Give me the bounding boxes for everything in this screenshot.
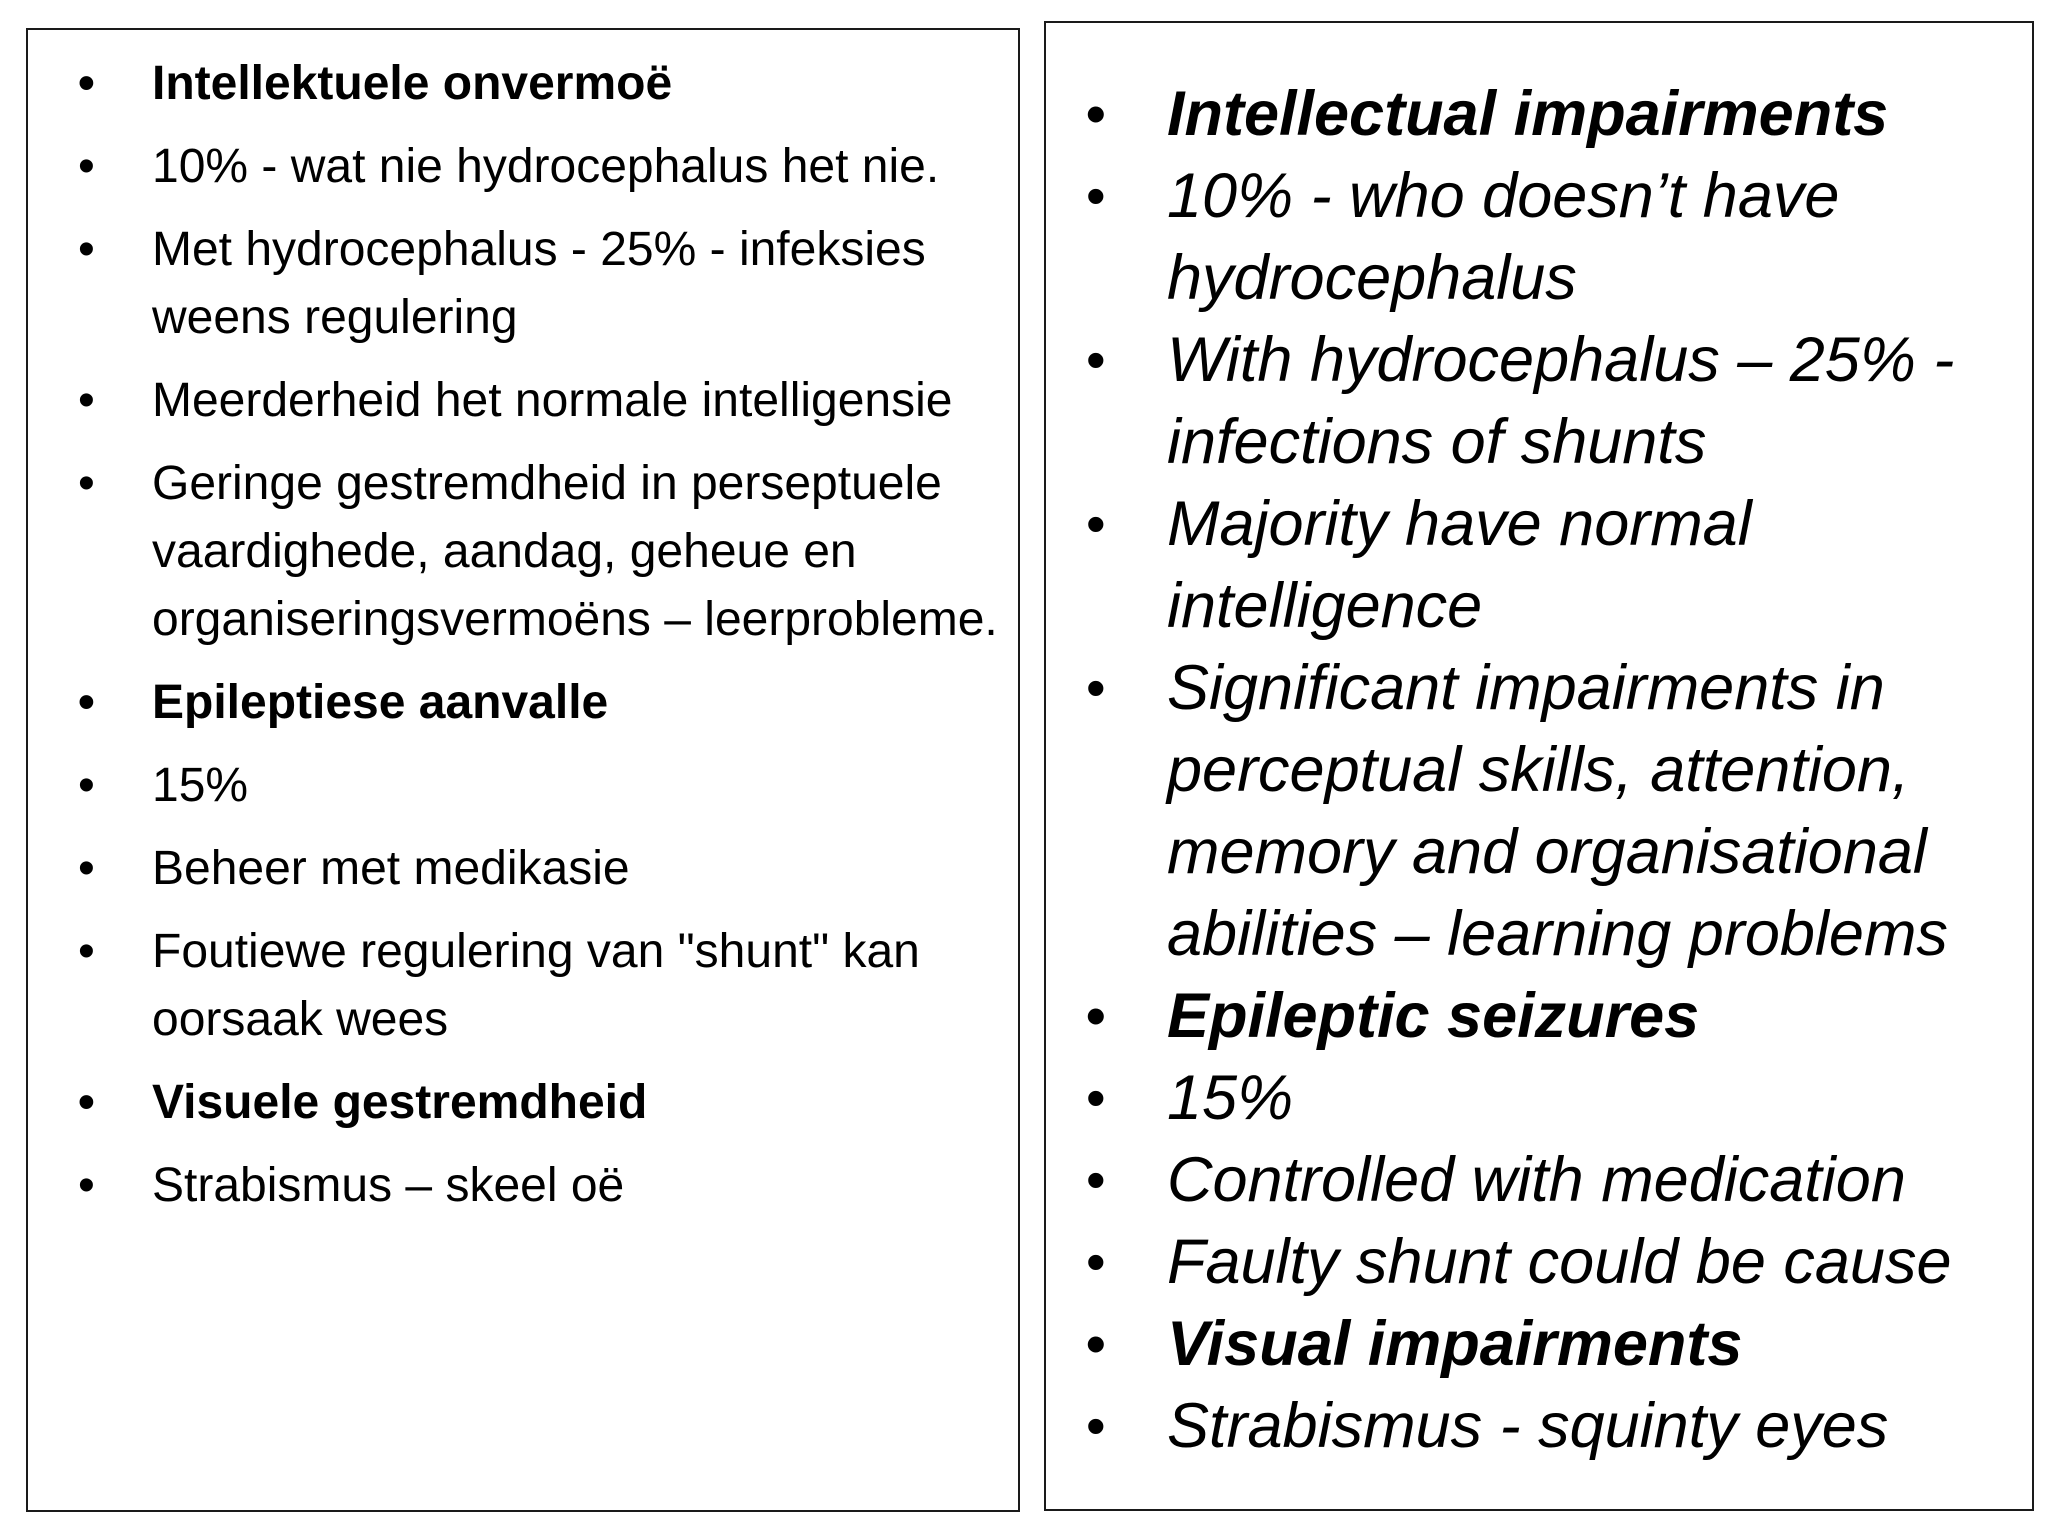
bullet-icon: •: [1086, 328, 1106, 391]
list-item-text: Epileptiese aanvalle: [152, 676, 609, 729]
list-item-text: Foutiewe regulering van "shunt" kan oorsaak wees: [152, 925, 920, 1046]
bullet-icon: •: [78, 374, 95, 427]
list-item-text: Geringe gestremdheid in perseptuele vaardighede, aandag, geheue en organiseringsvermoëns – leerprobleme.: [152, 457, 998, 646]
list-item: [1066, 483, 2031, 647]
list-item: [56, 216, 1016, 352]
list-item: [1066, 1385, 2031, 1467]
list-item: [56, 450, 1016, 654]
list-item: [1066, 647, 2031, 975]
bullet-icon: •: [1086, 656, 1106, 719]
list-item: [56, 1152, 1016, 1220]
english-bullet-list: [1066, 73, 2031, 1467]
list-item-text: Strabismus - squinty eyes: [1167, 1391, 1889, 1461]
list-item: [1066, 1057, 2031, 1139]
bullet-icon: •: [1086, 82, 1106, 145]
bullet-icon: •: [1086, 1066, 1106, 1129]
bullet-icon: •: [78, 925, 95, 978]
list-item-text: Epileptic seizures: [1167, 981, 1700, 1051]
list-item-text: 10% - who doesn’t have hydrocephalus: [1167, 161, 1840, 313]
list-item: [56, 669, 1016, 737]
list-item-text: 15%: [152, 759, 249, 812]
bullet-icon: •: [78, 1076, 95, 1129]
list-item: [56, 133, 1016, 201]
list-item: [1066, 1139, 2031, 1221]
list-item: [1066, 155, 2031, 319]
list-item: [1066, 73, 2031, 155]
bullet-icon: •: [78, 140, 95, 193]
list-item-text: Controlled with medication: [1167, 1145, 1906, 1215]
list-item-text: Faulty shunt could be cause: [1167, 1227, 1952, 1297]
list-item: [1066, 1303, 2031, 1385]
bullet-icon: •: [1086, 1394, 1106, 1457]
list-item: [56, 752, 1016, 820]
bullet-icon: •: [1086, 984, 1106, 1047]
list-item: [56, 50, 1016, 118]
list-item-text: Visual impairments: [1167, 1309, 1743, 1379]
afrikaans-bullet-list: [56, 50, 1016, 1235]
bullet-icon: •: [1086, 492, 1106, 555]
list-item-text: Visuele gestremdheid: [152, 1076, 648, 1129]
afrikaans-text-panel: [26, 28, 1020, 1512]
list-item: [56, 918, 1016, 1054]
bullet-icon: •: [78, 457, 95, 510]
list-item-text: Beheer met medikasie: [152, 842, 630, 895]
list-item: [1066, 1221, 2031, 1303]
list-item-text: 10% - wat nie hydrocephalus het nie.: [152, 140, 940, 193]
bullet-icon: •: [1086, 1230, 1106, 1293]
bullet-icon: •: [1086, 164, 1106, 227]
bullet-icon: •: [1086, 1312, 1106, 1375]
list-item-text: Significant impairments in perceptual skills, attention, memory and organisational abilities – learning problems: [1167, 653, 1948, 969]
list-item-text: Meerderheid het normale intelligensie: [152, 374, 953, 427]
list-item-text: Majority have normal intelligence: [1167, 489, 1752, 641]
list-item: [1066, 975, 2031, 1057]
bullet-icon: •: [1086, 1148, 1106, 1211]
list-item-text: Intellectual impairments: [1167, 79, 1889, 149]
list-item-text: With hydrocephalus – 25% - infections of shunts: [1167, 325, 1955, 477]
bullet-icon: •: [78, 1159, 95, 1212]
bullet-icon: •: [78, 57, 95, 110]
bullet-icon: •: [78, 759, 95, 812]
list-item-text: Met hydrocephalus - 25% - infeksies weens regulering: [152, 223, 926, 344]
list-item-text: 15%: [1167, 1063, 1294, 1133]
list-item: [56, 367, 1016, 435]
list-item: [56, 1069, 1016, 1137]
bullet-icon: •: [78, 676, 95, 729]
list-item-text: Strabismus – skeel oë: [152, 1159, 625, 1212]
bullet-icon: •: [78, 223, 95, 276]
english-text-panel: [1044, 21, 2034, 1511]
bullet-icon: •: [78, 842, 95, 895]
list-item-text: Intellektuele onvermoë: [152, 57, 673, 110]
list-item: [56, 835, 1016, 903]
list-item: [1066, 319, 2031, 483]
